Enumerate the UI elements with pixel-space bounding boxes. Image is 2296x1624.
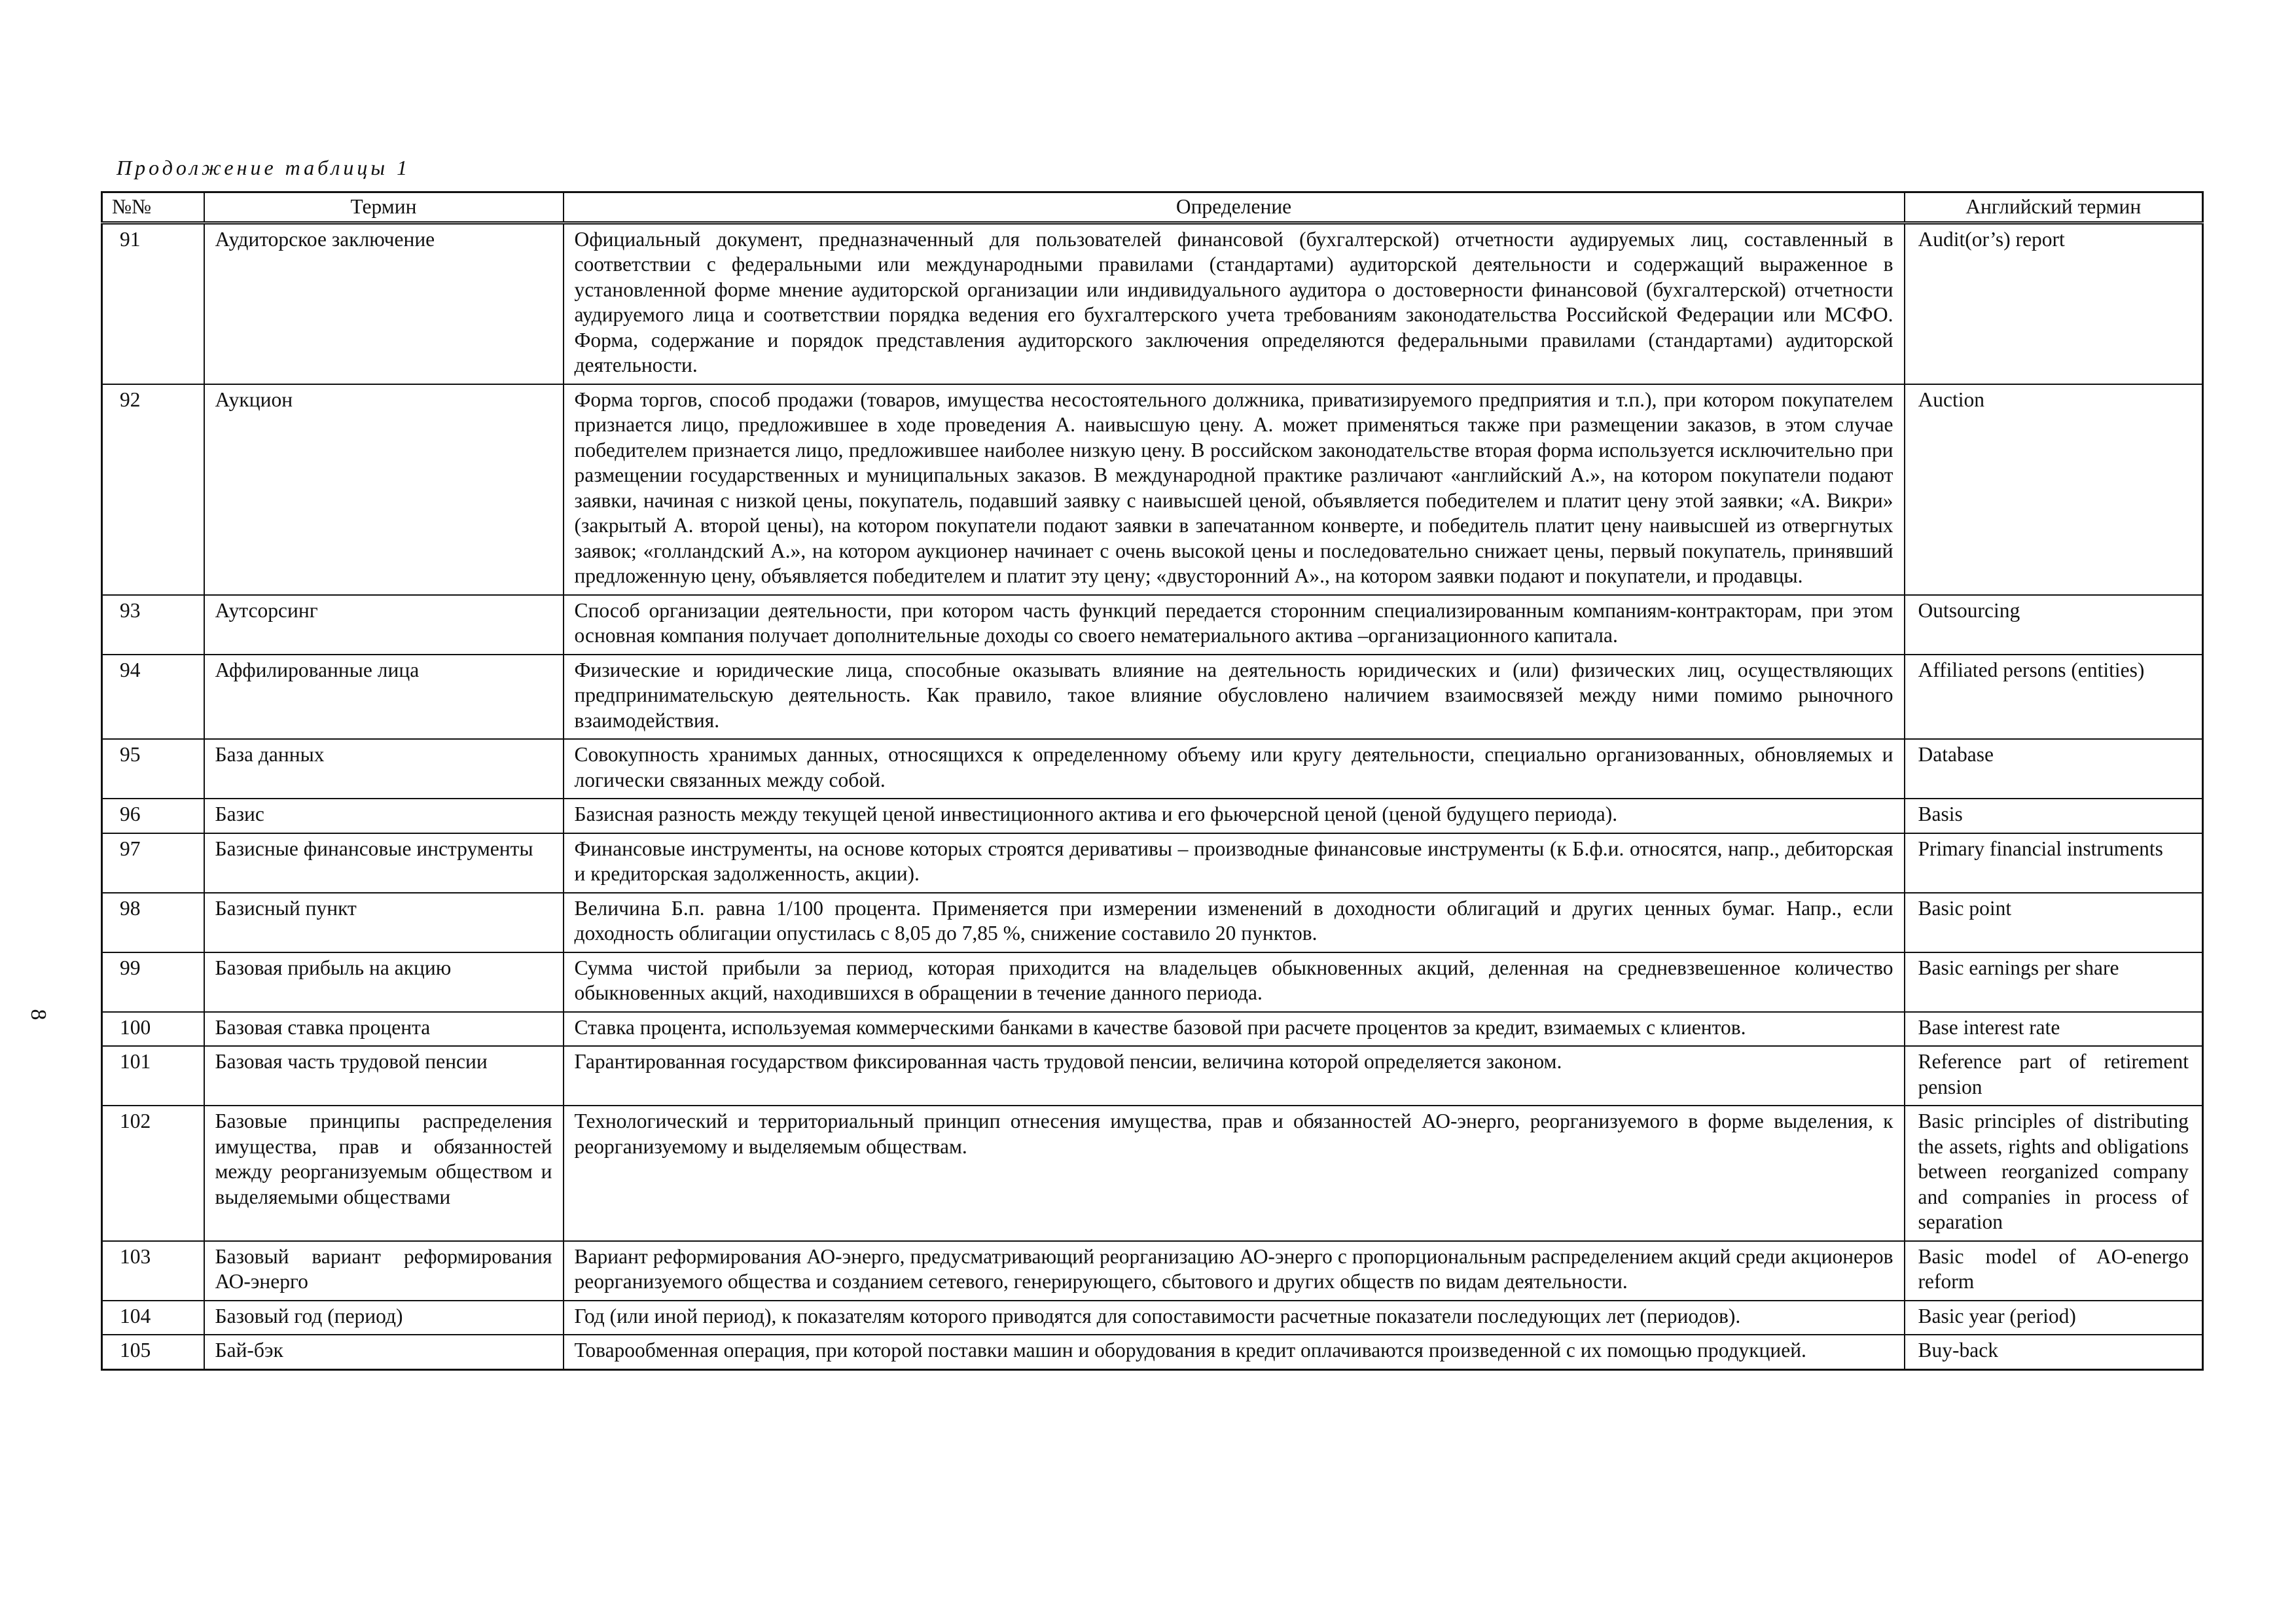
definition-cell: Физические и юридические лица, способные оказывать влияние на деятельность юридических и (или) физических лиц, осуществляющих предпринимательскую деятельность. Как правило, такое влияние обусловлено наличием взаимосвязей между ними помимо рыночного взаимодействия. bbox=[564, 655, 1905, 740]
row-number: 99 bbox=[102, 952, 204, 1012]
term-cell: Бай-бэк bbox=[204, 1335, 564, 1369]
term-cell: Базовая прибыль на акцию bbox=[204, 952, 564, 1012]
definition-cell: Технологический и территориальный принцип отнесения имущества, прав и обязанностей АО-энерго, реорганизуемого в форме выделения, к реорганизуемому и выделяемым обществам. bbox=[564, 1106, 1905, 1241]
term-cell: Аукцион bbox=[204, 384, 564, 595]
row-number: 95 bbox=[102, 739, 204, 799]
glossary-table bbox=[101, 191, 2204, 1371]
header-definition: Определение bbox=[564, 192, 1905, 223]
term-cell: Аутсорсинг bbox=[204, 595, 564, 655]
english-term-cell: Primary financial instruments bbox=[1905, 833, 2203, 893]
term-cell: Аудиторское заключение bbox=[204, 223, 564, 384]
page-number: 8 bbox=[26, 1009, 50, 1020]
table-row bbox=[102, 833, 2203, 893]
table-row bbox=[102, 655, 2203, 740]
definition-cell: Товарообменная операция, при которой поставки машин и оборудования в кредит оплачиваются произведенной с их помощью продукцией. bbox=[564, 1335, 1905, 1369]
table-row bbox=[102, 223, 2203, 384]
english-term-cell: Outsourcing bbox=[1905, 595, 2203, 655]
table-row bbox=[102, 384, 2203, 595]
row-number: 102 bbox=[102, 1106, 204, 1241]
english-term-cell: Base interest rate bbox=[1905, 1012, 2203, 1047]
term-cell: Базисные финансовые инструменты bbox=[204, 833, 564, 893]
term-cell: Базовый год (период) bbox=[204, 1301, 564, 1335]
row-number: 100 bbox=[102, 1012, 204, 1047]
table-row bbox=[102, 739, 2203, 799]
definition-cell: Форма торгов, способ продажи (товаров, имущества несостоятельного должника, приватизируемого предприятия и т.п.), при котором покупателем признается лицо, предложившее в ходе проведения А. наивысшую цену. А. может применяться также при размещении заказов, в этом случае победителем признается лицо, предложившее наиболее низкую цену. В российском законодательстве вторая форма используется исключительно при размещении государственных и муниципальных заказов. В международной практике различают «английский А.», на котором покупатели подают заявки, начиная с низкой цены, покупатель, подавший заявку с наивысшей ценой, объявляется победителем и платит цену этой заявки; «А. Викри» (закрытый А. второй цены), на котором покупатели подают заявки в запечатанном конверте, и победитель платит цену наивысшей из отвергнутых заявок; «голландский А.», на котором аукционер начинает с очень высокой цены и последовательно снижает цены, первый покупатель, принявший предложенную цену, объявляется победителем и платит эту цену; «двусторонний А»., на котором заявки подают и покупатели, и продавцы. bbox=[564, 384, 1905, 595]
header-english-term: Английский термин bbox=[1905, 192, 2203, 223]
row-number: 104 bbox=[102, 1301, 204, 1335]
english-term-cell: Buy-back bbox=[1905, 1335, 2203, 1369]
term-cell: База данных bbox=[204, 739, 564, 799]
table-row bbox=[102, 893, 2203, 952]
english-term-cell: Database bbox=[1905, 739, 2203, 799]
definition-cell: Гарантированная государством фиксированная часть трудовой пенсии, величина которой определяется законом. bbox=[564, 1046, 1905, 1106]
header-number: №№ bbox=[102, 192, 204, 223]
table-caption: Продолжение таблицы 1 bbox=[117, 156, 411, 179]
english-term-cell: Basic model of AO-energo reform bbox=[1905, 1241, 2203, 1301]
term-cell: Базис bbox=[204, 799, 564, 833]
english-term-cell: Basis bbox=[1905, 799, 2203, 833]
header-term: Термин bbox=[204, 192, 564, 223]
row-number: 98 bbox=[102, 893, 204, 952]
term-cell: Базисный пункт bbox=[204, 893, 564, 952]
table-row bbox=[102, 1106, 2203, 1241]
definition-cell: Год (или иной период), к показателям которого приводятся для сопоставимости расчетные показатели последующих лет (периодов). bbox=[564, 1301, 1905, 1335]
row-number: 91 bbox=[102, 223, 204, 384]
english-term-cell: Auction bbox=[1905, 384, 2203, 595]
english-term-cell: Affiliated persons (entities) bbox=[1905, 655, 2203, 740]
table-header bbox=[102, 192, 2203, 223]
row-number: 92 bbox=[102, 384, 204, 595]
table-row bbox=[102, 1046, 2203, 1106]
definition-cell: Величина Б.п. равна 1/100 процента. Применяется при измерении изменений в доходности облигаций и других ценных бумаг. Напр., если доходность облигации опустилась с 8,05 до 7,85 %, снижение составило 20 пунктов. bbox=[564, 893, 1905, 952]
row-number: 93 bbox=[102, 595, 204, 655]
term-cell: Базовый вариант реформирования АО-энерго bbox=[204, 1241, 564, 1301]
definition-cell: Способ организации деятельности, при котором часть функций передается сторонним специализированным компаниям-контракторам, при этом основная компания получает дополнительные доходы со своего нематериального актива –организационного капитала. bbox=[564, 595, 1905, 655]
definition-cell: Сумма чистой прибыли за период, которая приходится на владельцев обыкновенных акций, деленная на средневзвешенное количество обыкновенных акций, находившихся в обращении в течение данного периода. bbox=[564, 952, 1905, 1012]
term-cell: Базовая часть трудовой пенсии bbox=[204, 1046, 564, 1106]
definition-cell: Ставка процента, используемая коммерческими банками в качестве базовой при расчете процентов за кредит, взимаемых с клиентов. bbox=[564, 1012, 1905, 1047]
term-cell: Базовая ставка процента bbox=[204, 1012, 564, 1047]
definition-cell: Совокупность хранимых данных, относящихся к определенному объему или кругу деятельности, специально организованных, обновляемых и логически связанных между собой. bbox=[564, 739, 1905, 799]
english-term-cell: Reference part of retirement pension bbox=[1905, 1046, 2203, 1106]
table-row bbox=[102, 1335, 2203, 1369]
term-cell: Базовые принципы распределения имущества, прав и обязанностей между реорганизуемым обществом и выделяемыми обществами bbox=[204, 1106, 564, 1241]
english-term-cell: Basic year (period) bbox=[1905, 1301, 2203, 1335]
table-row bbox=[102, 1301, 2203, 1335]
row-number: 103 bbox=[102, 1241, 204, 1301]
english-term-cell: Basic point bbox=[1905, 893, 2203, 952]
table-row bbox=[102, 799, 2203, 833]
row-number: 94 bbox=[102, 655, 204, 740]
table-row bbox=[102, 1241, 2203, 1301]
table-row bbox=[102, 595, 2203, 655]
definition-cell: Вариант реформирования АО-энерго, предусматривающий реорганизацию АО-энерго с пропорциональным распределением акций среди акционеров реорганизуемого общества и созданием сетевого, генерирующего, сбытового и других обществ по видам деятельности. bbox=[564, 1241, 1905, 1301]
english-term-cell: Basic earnings per share bbox=[1905, 952, 2203, 1012]
term-cell: Аффилированные лица bbox=[204, 655, 564, 740]
row-number: 97 bbox=[102, 833, 204, 893]
table-row bbox=[102, 952, 2203, 1012]
definition-cell: Официальный документ, предназначенный для пользователей финансовой (бухгалтерской) отчетности аудируемых лиц, составленный в соответствии с федеральными или международными правилами (стандартами) аудиторской деятельности и содержащий выраженное в установленной форме мнение аудиторской организации или индивидуального аудитора о достоверности финансовой (бухгалтерской) отчетности аудируемого лица и соответствии порядка ведения его бухгалтерского учета требованиям законодательства Российской Федерации или МСФО. Форма, содержание и порядок представления аудиторского заключения определяются федеральными правилами (стандартами) аудиторской деятельности. bbox=[564, 223, 1905, 384]
row-number: 105 bbox=[102, 1335, 204, 1369]
row-number: 96 bbox=[102, 799, 204, 833]
header-row bbox=[102, 192, 2203, 223]
english-term-cell: Audit(or’s) report bbox=[1905, 223, 2203, 384]
row-number: 101 bbox=[102, 1046, 204, 1106]
table-body bbox=[102, 223, 2203, 1369]
definition-cell: Финансовые инструменты, на основе которых строятся деривативы – производные финансовые инструменты (к Б.ф.и. относятся, напр., дебиторская и кредиторская задолженность, акции). bbox=[564, 833, 1905, 893]
definition-cell: Базисная разность между текущей ценой инвестиционного актива и его фьючерсной ценой (ценой будущего периода). bbox=[564, 799, 1905, 833]
table-row bbox=[102, 1012, 2203, 1047]
english-term-cell: Basic principles of distributing the assets, rights and obligations between reorganized company and companies in process of separation bbox=[1905, 1106, 2203, 1241]
